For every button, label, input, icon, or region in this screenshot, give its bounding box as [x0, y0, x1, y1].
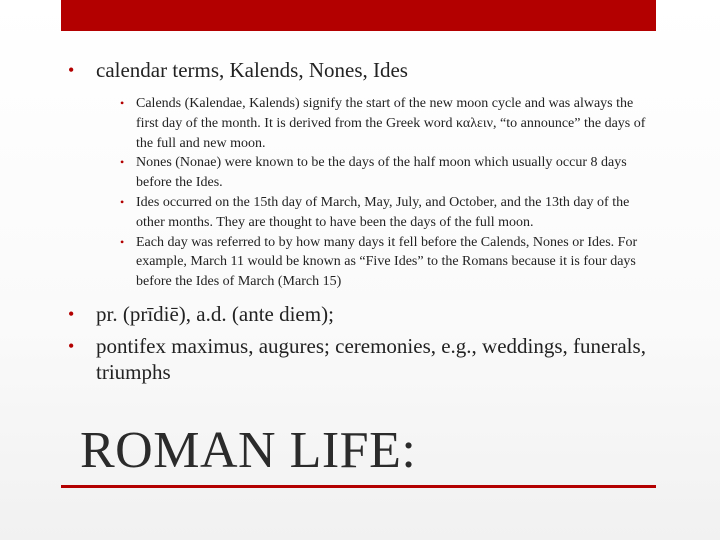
bullet-marker: • — [68, 335, 75, 356]
bullet-item — [64, 57, 654, 83]
bullet-marker: • — [68, 303, 75, 324]
sub-bullet-marker: • — [120, 234, 125, 249]
bullet-item — [64, 333, 654, 385]
slide-title: ROMAN LIFE: — [80, 422, 417, 479]
sub-bullet-text: Nones (Nonae) were known to be the days of the half moon which usually occur 8 days before the Ides. — [136, 155, 627, 191]
sub-bullet-item — [120, 193, 650, 233]
sub-bullet-item — [120, 153, 650, 193]
sub-bullet-item — [120, 233, 650, 292]
bullet-text: pr. (prīdiē), a.d. (ante diem); — [96, 301, 334, 326]
sub-bullet-item — [120, 94, 650, 153]
bullet-text: pontifex maximus, augures; ceremonies, e.g., weddings, funerals, triumphs — [96, 333, 646, 384]
bullet-text: calendar terms, Kalends, Nones, Ides — [96, 58, 408, 82]
title-underline — [61, 485, 656, 488]
top-accent-bar — [61, 0, 656, 31]
sub-bullet-marker: • — [120, 155, 125, 170]
sub-bullet-marker: • — [120, 96, 125, 110]
sub-bullet-list — [120, 94, 650, 292]
bullet-list — [64, 57, 654, 385]
sub-bullet-text: Ides occurred on the 15th day of March, May, July, and October, and the 13th day of the other months. They are thought to have been the days of the full moon. — [136, 194, 630, 230]
bullet-marker: • — [68, 60, 75, 80]
sub-bullet-text: Calends (Kalendae, Kalends) signify the start of the new moon cycle and was always the first day of the month. It is derived from the Greek word καλειν, “to announce” the days of the full and new moon. — [136, 96, 646, 151]
bullet-item — [64, 301, 654, 327]
sub-bullet-text: Each day was referred to by how many days it fell before the Calends, Nones or Ides. For example, March 11 would be known as “Five Ides” to the Romans because it is four days before the Ides of March (March 15) — [136, 234, 638, 290]
sub-bullet-marker: • — [120, 194, 125, 209]
